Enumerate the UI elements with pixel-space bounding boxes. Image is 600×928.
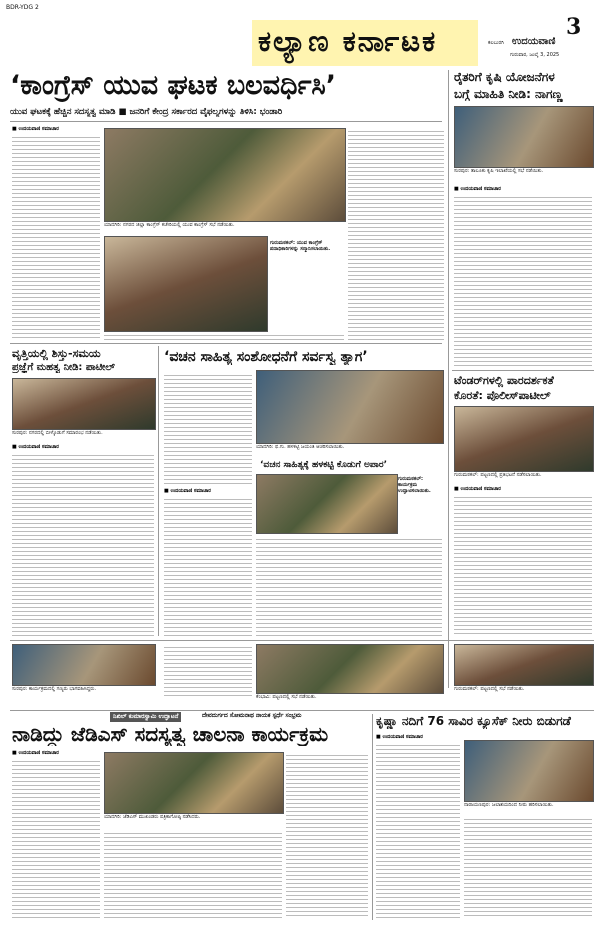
tender-byline: ■ ಉದಯವಾಣಿ ಸಮಾಚಾರ bbox=[454, 486, 501, 492]
vachana-body-text bbox=[164, 372, 252, 484]
discipline-headline-1: ವೃತ್ತಿಯಲ್ಲಿ ಶಿಸ್ತು-ಸಮಯ bbox=[12, 347, 101, 360]
vachana-subheadline: ‘ವಚನ ಸಾಹಿತ್ಯಕ್ಕೆ ಹಳಕಟ್ಟಿ ಕೊಡುಗೆ ಅಪಾರ’ bbox=[260, 460, 388, 470]
edition-code: BDR-YDG 2 bbox=[6, 4, 39, 11]
farm-body-text bbox=[454, 194, 592, 366]
page-number: 3 bbox=[566, 14, 582, 40]
krishna-photo bbox=[464, 740, 594, 802]
section-rule-4 bbox=[10, 710, 594, 711]
jds-body-text-3 bbox=[286, 752, 368, 918]
lead-body-text-2 bbox=[348, 128, 444, 340]
paper-prefix: ಕಲಬುರಗಿ bbox=[488, 40, 504, 46]
tender-photo bbox=[454, 406, 594, 472]
jds-body-text-2 bbox=[104, 830, 282, 918]
section-rule-3 bbox=[10, 640, 594, 641]
farm-photo-caption: ಸುರಪುರ: ತಾಲೂಕು ಕೃಷಿ ಇಲಾಖೆಯಲ್ಲಿ ಸಭೆ ನಡೆಯಿತು. bbox=[454, 168, 544, 174]
discipline-photo-caption: ಸುರಪುರ: ನಗರದಲ್ಲಿ ಬೀಳ್ಕೊಡುಗೆ ಸಮಾರಂಭ ನಡೆಯಿತು. bbox=[12, 430, 103, 436]
tender-photo-caption: ಗುರುಮಠಕಲ್: ಪಟ್ಟಣದಲ್ಲಿ ಪ್ರತಿಭಟನೆ ನಡೆಸಲಾಯಿತು. bbox=[454, 472, 542, 478]
section-rule bbox=[10, 343, 442, 344]
tender-headline-2: ಕೊರತೆ: ಪೊಲೀಸ್‌ಪಾಟೀಲ್ bbox=[454, 389, 551, 402]
vachana-photo bbox=[256, 370, 444, 444]
vachana-body-text-3 bbox=[256, 536, 442, 636]
discipline-byline: ■ ಉದಯವಾಣಿ ಸಮಾಚಾರ bbox=[12, 444, 59, 450]
lower-right-photo bbox=[454, 644, 594, 686]
jds-photo-caption: ಯಾದಗಿರಿ: ಜೆಡಿಎಸ್ ಮುಖಂಡರು ಪತ್ರಿಕಾಗೋಷ್ಠಿ ನಡೆಸಿದರು. bbox=[104, 814, 201, 820]
jds-body-text bbox=[12, 758, 100, 918]
vachana-photo-caption: ಯಾದಗಿರಿ: ಫ.ಗು. ಹಳಕಟ್ಟಿ ಜಯಂತಿ ಆಚರಿಸಲಾಯಿತು. bbox=[256, 444, 345, 450]
farm-byline: ■ ಉದಯವಾಣಿ ಸಮಾಚಾರ bbox=[454, 186, 501, 192]
lead-subheadline: ಯುವ ಘಟಕಕ್ಕೆ ಹೆಚ್ಚಿನ ಸದಸ್ಯತ್ವ ಮಾಡಿ ■ ಜನರಿಗೆ ಕೇಂದ್ರ ಸರ್ಕಾರದ ವೈಫಲ್ಯಗಳನ್ನು ತಿಳಿಸಿ: ಭಂಡಾರಿ bbox=[10, 107, 283, 117]
vachana-byline: ■ ಉದಯವಾಣಿ ಸಮಾಚಾರ bbox=[164, 488, 211, 494]
lead-photo-caption: ಯಾದಗಿರಿ: ನಗರದ ಜಿಲ್ಲಾ ಕಾಂಗ್ರೆಸ್ ಕಚೇರಿಯಲ್ಲಿ ಯುವ ಕಾಂಗ್ರೆಸ್ ಸಭೆ ನಡೆಯಿತು. bbox=[104, 222, 235, 228]
discipline-body-text bbox=[12, 452, 154, 636]
section-rule-2 bbox=[452, 370, 594, 371]
masthead-title: ಕಲ್ಯಾಣ ಕರ್ನಾಟಕ bbox=[258, 24, 438, 58]
discipline-headline-2: ಪ್ರಜ್ಞೆಗೆ ಮಹತ್ವ ನೀಡಿ: ಪಾಟೀಲ್ bbox=[12, 362, 115, 373]
lower-center-caption: ಕೆಂಭಾವಿ: ಪಟ್ಟಣದಲ್ಲಿ ಸಭೆ ನಡೆಯಿತು. bbox=[256, 694, 317, 700]
lead-inset-photo bbox=[104, 236, 268, 332]
farm-headline-2: ಬಗ್ಗೆ ಮಾಹಿತಿ ನೀಡಿ: ನಾಗಣ್ಣ bbox=[454, 87, 563, 101]
lead-body-text-3 bbox=[104, 332, 344, 342]
lead-body-text bbox=[12, 134, 100, 340]
lower-left-caption: ಸುರಪುರ: ಕಾರ್ಯಕ್ರಮದಲ್ಲಿ ಗಣ್ಯರು ಭಾಗವಹಿಸಿದ್ದರು. bbox=[12, 686, 97, 692]
vachana-photo-2 bbox=[256, 474, 398, 534]
lower-left-photo bbox=[12, 644, 156, 686]
column-rule bbox=[448, 70, 449, 688]
column-rule-3 bbox=[372, 714, 373, 920]
lead-headline: ‘ಕಾಂಗ್ರೆಸ್ ಯುವ ಘಟಕ ಬಲವರ್ಧಿಸಿ’ bbox=[10, 70, 337, 101]
issue-date: ಗುರುವಾರ, ಜುಲೈ 3, 2025 bbox=[510, 52, 560, 58]
lower-center-photo bbox=[256, 644, 444, 694]
farm-headline-1: ರೈತರಿಗೆ ಕೃಷಿ ಯೋಜನೆಗಳ bbox=[454, 70, 555, 84]
divider bbox=[10, 121, 442, 122]
jds-photo bbox=[104, 752, 284, 814]
jds-headline: ನಾಡಿದ್ದು ಜೆಡಿಎಸ್ ಸದಸ್ಯತ್ವ ಚಾಲನಾ ಕಾರ್ಯಕ್ರಮ bbox=[12, 722, 329, 746]
lead-photo bbox=[104, 128, 346, 222]
lower-body-text bbox=[164, 644, 252, 696]
vachana-headline: ‘ವಚನ ಸಾಹಿತ್ಯ ಸಂಶೋಧನೆಗೆ ಸರ್ವಸ್ವ ತ್ಯಾಗ’ bbox=[164, 349, 368, 365]
lower-right-caption: ಗುರುಮಠಕಲ್: ಪಟ್ಟಣದಲ್ಲಿ ಸಭೆ ನಡೆಯಿತು. bbox=[454, 686, 525, 692]
krishna-byline: ■ ಉದಯವಾಣಿ ಸಮಾಚಾರ bbox=[376, 734, 423, 740]
krishna-body-text-2 bbox=[464, 816, 592, 918]
krishna-photo-caption: ನಾರಾಯಣಪುರ: ಜಲಾಶಯದಿಂದ ನೀರು ಹರಿಸಲಾಯಿತು. bbox=[464, 802, 554, 808]
vachana-body-text-2 bbox=[164, 496, 252, 636]
farm-photo bbox=[454, 106, 594, 168]
paper-name: ಉದಯವಾಣಿ bbox=[512, 36, 556, 47]
lead-inset-caption: ಗುರುಮಠಕಲ್: ಯುವ ಕಾಂಗ್ರೆಸ್ ಪದಾಧಿಕಾರಿಗಳನ್ನು ಸನ್ಮಾನಿಸಲಾಯಿತು. bbox=[270, 240, 331, 252]
jds-kicker-left: ನಿಖಿಲ್ ಕುಮಾರಸ್ವಾಮಿ ಉದ್ಘಾಟನೆ bbox=[110, 712, 181, 722]
jds-kicker-right: ದೇವದುರ್ಗದ ಸೋಮನಾಥ ನಾಯಕ ಸ್ಪರ್ಧೆ ಸಂಭ್ರಮ bbox=[202, 712, 302, 719]
jds-byline: ■ ಉದಯವಾಣಿ ಸಮಾಚಾರ bbox=[12, 750, 59, 756]
discipline-photo bbox=[12, 378, 156, 430]
tender-headline-1: ಟೆಂಡರ್‌ಗಳಲ್ಲಿ ಪಾರದರ್ಶಕತೆ bbox=[454, 374, 554, 387]
tender-body-text bbox=[454, 494, 592, 636]
lead-byline: ■ ಉದಯವಾಣಿ ಸಮಾಚಾರ bbox=[12, 126, 59, 132]
krishna-headline: ಕೃಷ್ಣಾ ನದಿಗೆ 76 ಸಾವಿರ ಕ್ಯೂಸೆಕ್ ನೀರು ಬಿಡುಗಡೆ bbox=[376, 714, 571, 728]
vachana-side-caption: ಗುರುಮಠಕಲ್: ಕಾರ್ಯಕ್ರಮ ಉದ್ಘಾಟಿಸಲಾಯಿತು. bbox=[398, 476, 431, 494]
krishna-body-text bbox=[376, 742, 460, 918]
column-rule-2 bbox=[158, 346, 159, 636]
